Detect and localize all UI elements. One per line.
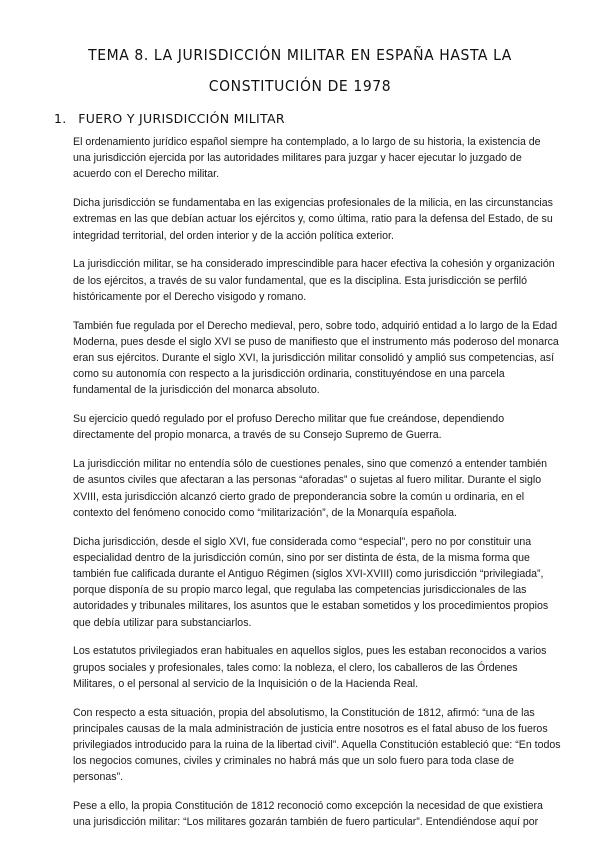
paragraph: Dicha jurisdicción se fundamentaba en las exigencias profesionales de la milicia, en las circunstancias extremas en las que debían actuar los ejércitos y, como última, ratio para la defensa del Estado, de su integridad territorial, del orden interior y de la acción política exterior. <box>73 197 553 242</box>
section-number: 1. <box>54 111 67 126</box>
document-title: TEMA 8. LA JURISDICCIÓN MILITAR EN ESPAÑA HASTA LA CONSTITUCIÓN DE 1978 <box>88 46 512 95</box>
paragraph: La jurisdicción militar no entendía sólo de cuestiones penales, sino que comenzó a entender también de asuntos civiles que afectaran a las personas “aforadas” o sujetas al fuero militar. Durante el siglo XVIII, esta jurisdicción alcanzó cierto grado de preponderancia sobre la común u ordinaria, en el contexto del fenómeno conocido como “militarización”, de la Monarquía española. <box>73 458 548 519</box>
section-heading <box>54 111 285 126</box>
paragraph: El ordenamiento jurídico español siempre ha contemplado, a lo largo de su historia, la existencia de una jurisdicción ejercida por las autoridades militares para juzgar y hacer ejecutar lo juzgado de acuerdo con el Derecho militar. <box>73 136 541 181</box>
document-body <box>73 134 561 843</box>
paragraph: Pese a ello, la propia Constitución de 1812 reconoció como excepción la necesidad de que existiera una jurisdicción militar: “Los militares gozarán también de fuero particular”. Entendiéndose aquí por <box>73 800 543 829</box>
paragraph: Dicha jurisdicción, desde el siglo XVI, fue considerada como “especial”, pero no por constituir una especialidad dentro de la jurisdicción común, sino por ser distinta de ésta, de la misma forma que también fue calificada durante el Antiguo Régimen (siglos XVI-XVIII) como jurisdicción “privilegiada”, porque disponía de su propio marco legal, que regulaba las competencias jurisdiccionales de las autoridades y tribunales militares, los asuntos que le estaban sometidos y los procedimientos propios que debía utilizar para substanciarlos. <box>73 535 549 629</box>
paragraph: Su ejercicio quedó regulado por el profuso Derecho militar que fue creándose, dependiendo directamente del propio monarca, a través de su Consejo Supremo de Guerra. <box>73 413 505 442</box>
paragraph: Con respecto a esta situación, propia del absolutismo, la Constitución de 1812, afirmó: “una de las principales causas de la mala administración de justicia entre nosotros es el fatal abuso de los fueros privilegiados introducido para la ruina de la libertad civil”. Aquella Constitución estableció que: “En todos los negocios comunes, civiles y criminales no habrá más que un solo fuero para toda clase de personas”. <box>73 706 561 784</box>
section-title: FUERO Y JURISDICCIÓN MILITAR <box>78 111 285 126</box>
paragraph: Los estatutos privilegiados eran habituales en aquellos siglos, pues les estaban reconocidos a varios grupos sociales y profesionales, tales como: la nobleza, el clero, los caballeros de las Órdenes Militares, o el personal al servicio de la Inquisición o de la Hacienda Real. <box>73 645 547 690</box>
paragraph: La jurisdicción militar, se ha considerado imprescindible para hacer efectiva la cohesión y organización de los ejércitos, a través de su valor fundamental, que es la disciplina. Esta jurisdicción se perfiló históricamente por el Derecho visigodo y romano. <box>73 258 555 303</box>
paragraph: También fue regulada por el Derecho medieval, pero, sobre todo, adquirió entidad a lo largo de la Edad Moderna, pues desde el siglo XVI se puso de manifiesto que el instrumento más poderoso del monarca eran sus ejércitos. Durante el siglo XVI, la jurisdicción militar consolidó y amplió sus competencias, así como su autonomía con respecto a la jurisdicción ordinaria, constituyéndose en una parcela fundamental de la jurisdicción del monarca absoluto. <box>73 319 559 397</box>
